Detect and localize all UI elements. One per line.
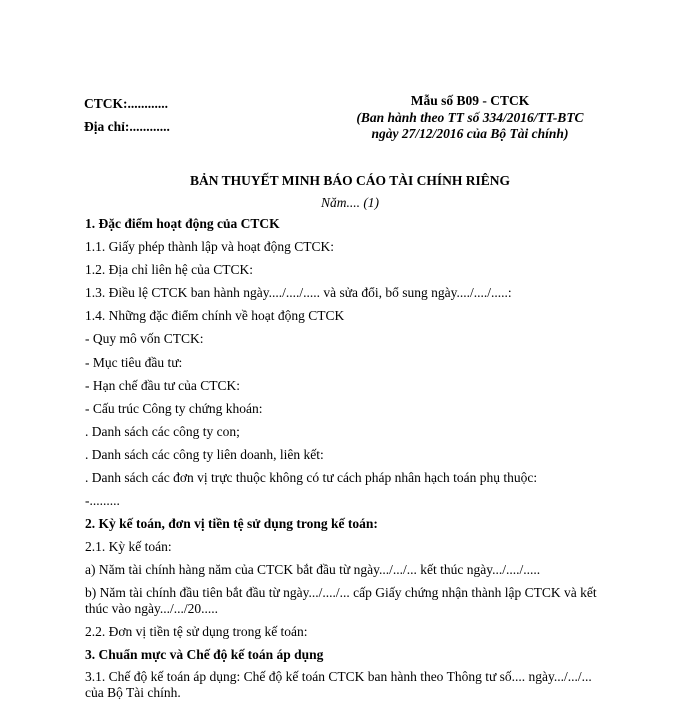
item-2-1: 2.1. Kỳ kế toán: bbox=[85, 539, 172, 555]
section-2-heading: 2. Kỳ kế toán, đơn vị tiền tệ sử dụng trong kế toán: bbox=[85, 516, 378, 532]
investment-limit-line: - Hạn chế đầu tư của CTCK: bbox=[85, 377, 241, 393]
dependent-units-line: . Danh sách các đơn vị trực thuộc không có tư cách pháp nhân hạch toán phụ thuộc: bbox=[85, 470, 538, 486]
item-1-4: 1.4. Những đặc điểm chính về hoạt động CTCK bbox=[85, 308, 345, 324]
form-number: Mẫu số B09 - CTCK bbox=[410, 93, 530, 108]
item-1-1: 1.1. Giấy phép thành lập và hoạt động CTCK: bbox=[85, 239, 334, 255]
joint-ventures-line: . Danh sách các công ty liên doanh, liên kết: bbox=[85, 446, 324, 462]
item-2-1-b: b) Năm tài chính đầu tiên bắt đầu từ ngày.../..../... cấp Giấy chứng nhận thành lập CTCK và kết thúc vào ngày.../.../20..... bbox=[85, 584, 597, 616]
section-3-heading: 3. Chuẩn mực và Chế độ kế toán áp dụng bbox=[85, 646, 324, 662]
company-structure-line: - Cấu trúc Công ty chứng khoán: bbox=[85, 400, 263, 416]
capital-size-line: - Quy mô vốn CTCK: bbox=[85, 331, 204, 347]
item-2-1-a: a) Năm tài chính hàng năm của CTCK bắt đầu từ ngày.../.../... kết thúc ngày.../..../..... bbox=[85, 562, 541, 578]
item-1-3: 1.3. Điều lệ CTCK ban hành ngày..../..../..... và sửa đổi, bổ sung ngày..../..../.....: bbox=[85, 285, 512, 301]
address-line: Địa chỉ:............ bbox=[84, 119, 170, 134]
subsidiaries-line: . Danh sách các công ty con; bbox=[85, 423, 240, 439]
section-1-heading: 1. Đặc điểm hoạt động của CTCK bbox=[85, 216, 280, 231]
document-title: BẢN THUYẾT MINH BÁO CÁO TÀI CHÍNH RIÊNG bbox=[190, 173, 510, 188]
issued-line-2: ngày 27/12/2016 của Bộ Tài chính) bbox=[371, 126, 569, 141]
ellipsis-line: -......... bbox=[85, 493, 120, 509]
issued-line-1: (Ban hành theo TT số 334/2016/TT-BTC bbox=[356, 110, 584, 125]
company-line: CTCK:............ bbox=[84, 96, 168, 111]
year-line: Năm.... (1) bbox=[320, 195, 380, 210]
investment-objective-line: - Mục tiêu đầu tư: bbox=[85, 354, 183, 370]
item-2-2: 2.2. Đơn vị tiền tệ sử dụng trong kế toán: bbox=[85, 623, 308, 639]
item-3-1: 3.1. Chế độ kế toán áp dụng: Chế độ kế toán CTCK ban hành theo Thông tư số.... ngày.../.../... của Bộ Tài chính. bbox=[85, 668, 592, 701]
item-1-2: 1.2. Địa chỉ liên hệ của CTCK: bbox=[85, 262, 253, 278]
company-header bbox=[84, 92, 170, 138]
document-body bbox=[85, 215, 605, 707]
form-header bbox=[340, 92, 600, 142]
